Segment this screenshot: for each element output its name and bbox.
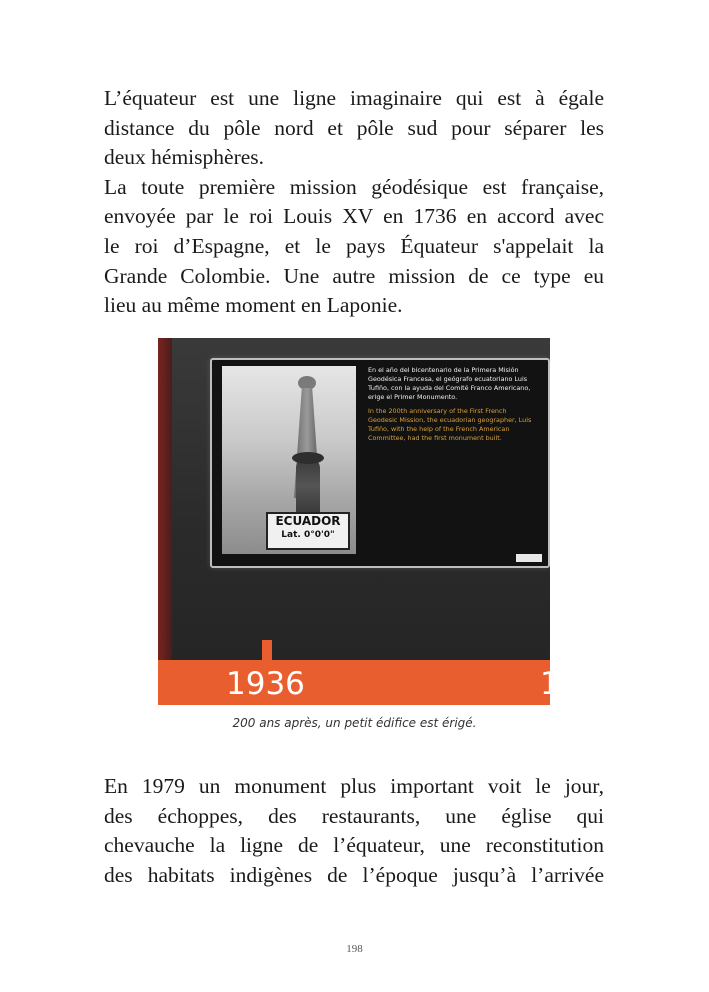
historic-photo [222,366,356,554]
timeline-year: 1936 [226,666,305,702]
paragraph-equator-intro [104,84,604,321]
sign-line-2: Lat. 0°0'0" [281,530,335,540]
timeline-year-partial: 1 [540,666,560,702]
text-line: L’équateur est une ligne imaginaire qui est à égale [104,86,604,110]
timeline-band [158,660,550,705]
exhibit-panel [210,358,550,568]
photo-red-frame-edge [158,338,172,705]
child-hat [292,452,324,464]
panel-text-spanish: En el año del bicentenario de la Primera Misión Geodésica Francesa, el geógrafo ecuatoriano Luis Tufiño, con la ayuda del Comité Franco Americano, erige el Primer Monumento. [368,366,531,401]
text-line: Grande Colombie. Une autre mission de ce type eu [104,263,604,288]
ecuador-sign [266,512,350,550]
page-number: 198 [346,943,363,955]
paragraph-monument-1979 [104,772,604,890]
text-line: lieu au même moment en Laponie. [104,293,403,318]
monument-globe [298,376,316,390]
text-line: le roi d’Espagne, et le pays Équateur s'appelait la [104,233,604,258]
text-line: distance du pôle nord et pôle sud pour séparer les [104,115,604,140]
text-line: En 1979 un monument plus important voit le jour, [104,774,604,798]
text-line: des habitats indigènes de l’époque jusqu’à l’arrivée [104,862,604,887]
exhibit-panel-text [368,366,536,443]
panel-text-english: In the 200th anniversary of the First French Geodesic Mission, the ecuadorian geographer, Luis Tufiño, with the help of the French American Committee, had the first monument built. [368,407,532,442]
text-line: chevauche la ligne de l’équateur, une reconstitution [104,833,604,858]
photo-caption: 200 ans après, un petit édifice est érigé. [232,716,477,730]
text-line: deux hémisphères. [104,145,265,170]
text-line: La toute première mission géodésique est française, [104,174,604,199]
text-line: envoyée par le roi Louis XV en 1736 en accord avec [104,204,604,229]
text-line: des échoppes, des restaurants, une église qui [104,803,604,828]
sign-line-1: ECUADOR [275,514,341,528]
museum-photo [158,338,560,705]
timeline-tick [262,640,272,660]
panel-label-tag [516,554,542,562]
